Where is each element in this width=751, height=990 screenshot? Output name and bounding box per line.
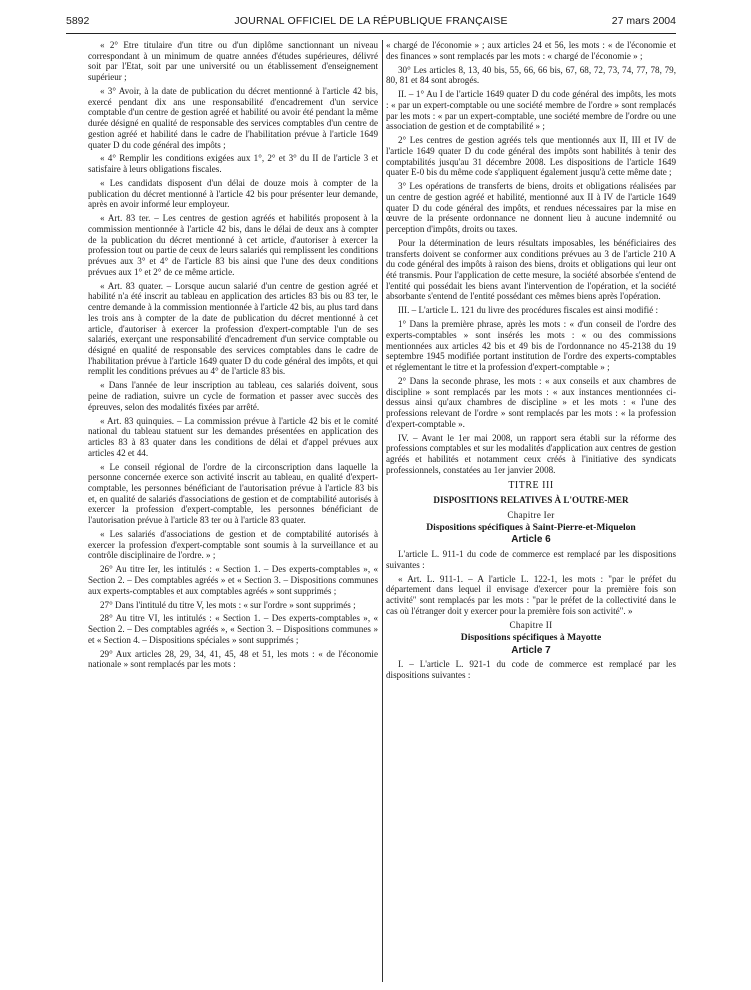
paragraph: 29° Aux articles 28, 29, 34, 41, 45, 48 et 51, les mots : « de l'économie nationale » sont remplacés par les mots : (88, 648, 378, 670)
paragraph: II. – 1° Au I de l'article 1649 quater D du code général des impôts, les mots : « par un expert-comptable ou une société membre de l'ordre » sont remplacés par les mots : « par un expert-comptable, une société membre de l'ordre ou une association de gestion et de comptabilité » ; (386, 89, 676, 132)
paragraph: IV. – Avant le 1er mai 2008, un rapport sera établi sur la réforme des professions comptables et sur les modalités d'application aux centres de gestion agréés et habilités et notamment ceux créés à l'initiative des syndicats professionnels, constatées au 1er janvier 2008. (386, 432, 676, 475)
paragraph: « chargé de l'économie » ; aux articles 24 et 56, les mots : « de l'économie et des finances » sont remplacés par les mots : « chargé de l'économie » ; (386, 40, 676, 61)
page-header (66, 15, 676, 31)
paragraph: Pour la détermination de leurs résultats imposables, les bénéficiaires des transferts doivent se conformer aux conditions prévues au 3 de l'article 210 A du code général des impôts à raison des biens, droits et obligations qui leur ont été transmis. Pour l'application de cette mesure, la société absorbée s'entend de l'entité qui possédait les biens avant l'intervention de l'opération, et la société absorbante s'entend de l'entité possédant ces mêmes biens après l'opération. (386, 237, 676, 302)
paragraph: « Dans l'année de leur inscription au tableau, ces salariés doivent, sous peine de radiation, suivre un cycle de formation et passer avec succès des épreuves, selon des modalités fixées par arrêté. (88, 380, 378, 412)
paragraph: « Art. 83 quater. – Lorsque aucun salarié d'un centre de gestion agréé et habilité n'a été inscrit au tableau en application des articles 83 bis ou 83 ter, le centre demande à la commission mentionnée à l'article 42 bis, au plus tard dans les trois ans à compter de la date de publication du décret mentionné à cet article, d'autoriser à exercer la profession d'expert-comptable l'un de ses salariés, exerçant une responsabilité d'encadrement d'un service comptable ou désigné en qualité de responsable des services comptables dans le cadre de l'habilitation prévue à l'article 1649 quater D du code général des impôts, et qui remplit les conditions prévues au 4° de l'article 83 bis. (88, 280, 378, 377)
paragraph: 2° Dans la seconde phrase, les mots : « aux conseils et aux chambres de discipline » sont remplacés par les mots : « aux instances mentionnées ci-dessus ainsi qu'aux chambres de discipline » et les mots : « l'une des professions relevant de l'ordre » sont remplacés par les mots : « la profession d'expert-comptable ». (386, 375, 676, 429)
column-separator (382, 40, 383, 982)
paragraph: « Les salariés d'associations de gestion et de comptabilité autorisés à exercer la profession d'expert-comptable sont soumis à la surveillance et au contrôle disciplinaire de l'ordre. » ; (88, 528, 378, 561)
paragraph: I. – L'article L. 921-1 du code de commerce est remplacé par les dispositions suivantes : (386, 659, 676, 681)
chapter-title: Dispositions spécifiques à Mayotte (460, 632, 602, 644)
paragraph: « 3° Avoir, à la date de publication du décret mentionné à l'article 42 bis, exercé pendant dix ans une responsabilité d'encadrement d'un service comptable d'un centre de gestion agréé et habilité ou avoir été pendant la même durée désigné en qualité de responsable des services comptables d'un centre de gestion agréé et habilité dans le cadre de l'habilitation prévue à l'article 1649 quater D du code général des impôts ; (88, 86, 378, 150)
paragraph: 26° Au titre Ier, les intitulés : « Section 1. – Des experts-comptables », « Section 2. – Des comptables agréés » et « Section 3. – Dispositions communes aux experts-comptables et aux comptables agréés » sont supprimés ; (88, 564, 378, 596)
chapter-title: Dispositions spécifiques à Saint-Pierre-et-Miquelon (426, 521, 636, 533)
paragraph: 2° Les centres de gestion agréés tels que mentionnés aux II, III et IV de l'article 1649 quater D du code général des impôts sont habilités à tenir des comptabilités jusqu'au 31 décembre 2008. Les dispositions de l'article 1649 quater E-0 bis du même code s'appliquent également jusqu'à cette même date ; (386, 135, 676, 178)
left-column (88, 40, 378, 982)
paragraph: « Art. 83 quinquies. – La commission prévue à l'article 42 bis et le comité national du tableau statuent sur les demandes présentées en application des articles 83 à 83 quater dans les conditions de délai et d'appel prévues aux articles 42 et 44. (88, 415, 378, 458)
page-number: 5892 (66, 15, 90, 27)
paragraph: 28° Au titre VI, les intitulés : « Section 1. – Des experts-comptables », « Section 2. – Des comptables agréés », « Section 3. – Dispositions communes » et « Section 4. – Dispositions spéciales » sont supprimés ; (88, 613, 378, 645)
paragraph: « Art. L. 911-1. – A l'article L. 122-1, les mots : "par le préfet du département dans lequel il envisage d'exercer pour la première fois son activité" sont remplacés par les mots : "par le préfet de la collectivité dans le cas où l'étranger doit y exercer pour la première fois son activité". » (386, 573, 676, 616)
paragraph: 3° Les opérations de transferts de biens, droits et obligations réalisées par un centre de gestion agréé et habilité, mentionné aux II à IV de l'article 1649 quater D du code général des impôts, et rendues nécessaires par la mise en œuvre de la présente ordonnance ne donnent lieu à aucune indemnité ou perception d'impôts, droits ou taxes. (386, 181, 676, 234)
paragraph: « Les candidats disposent d'un délai de douze mois à compter de la publication du décret mentionné à l'article 42 bis pour présenter leur demande, après en avoir informé leur employeur. (88, 178, 378, 210)
publication-date: 27 mars 2004 (611, 15, 676, 27)
paragraph: « Art. 83 ter. – Les centres de gestion agréés et habilités proposent à la commission mentionnée à l'article 42 bis, dans le délai de deux ans à compter de la publication du décret mentionné à cet article, d'autoriser à exercer la profession tout ou partie de ceux de leurs salariés qui remplissent les conditions prévues aux 3° et 4° de l'article 83 bis ainsi que l'une des deux conditions prévues aux 1° et 2° de ce même article. (88, 213, 378, 277)
chapter-heading: Chapitre Ier (507, 509, 555, 520)
paragraph: III. – L'article L. 121 du livre des procédures fiscales est ainsi modifié : (398, 305, 658, 316)
journal-title: JOURNAL OFFICIEL DE LA RÉPUBLIQUE FRANÇAISE (234, 15, 508, 27)
paragraph: « 2° Etre titulaire d'un titre ou d'un diplôme sanctionnant un niveau correspondant à un minimum de quatre années d'études supérieures, délivré soit par l'Etat, soit par une université ou un établissement d'enseignement supérieur ; (88, 40, 378, 83)
right-column (386, 40, 676, 982)
paragraph: L'article L. 911-1 du code de commerce est remplacé par les dispositions suivantes : (386, 548, 676, 570)
chapter-heading: Chapitre II (509, 620, 553, 631)
paragraph: 1° Dans la première phrase, après les mots : « d'un conseil de l'ordre des experts-comptables » sont insérés les mots : « ou des commissions mentionnées aux articles 42 bis et 49 bis de l'ordonnance no 45-2138 du 19 septembre 1945 modifiée portant institution de l'ordre des experts-comptables et réglementant le titre et la profession d'expert-comptable » ; (386, 319, 676, 372)
paragraph: « 4° Remplir les conditions exigées aux 1°, 2° et 3° du II de l'article 3 et satisfaire à leurs obligations fiscales. (88, 153, 378, 175)
title-heading: TITRE III (508, 480, 554, 492)
article-heading: Article 7 (511, 644, 551, 656)
header-rule (66, 33, 676, 34)
article-heading: Article 6 (511, 534, 551, 546)
paragraph: 30° Les articles 8, 13, 40 bis, 55, 66, 66 bis, 67, 68, 72, 73, 74, 77, 78, 79, 80, 81 et 84 sont abrogés. (386, 64, 676, 86)
paragraph: 27° Dans l'intitulé du titre V, les mots : « sur l'ordre » sont supprimés ; (100, 599, 356, 610)
title-subheading: DISPOSITIONS RELATIVES À L'OUTRE-MER (433, 495, 629, 506)
paragraph: « Le conseil régional de l'ordre de la circonscription dans laquelle la personne concernée exerce son activité inscrit au tableau, en qualité d'expert-comptable, les personnes bénéficiant de l'autorisation prévue à l'article 83 bis et, en qualité de salariés d'associations de gestion et de comptabilité autorisés à exercer la profession d'expert-comptable, les personnes bénéficiant de l'autorisation prévue à l'article 83 ter ou à l'article 83 quater. (88, 461, 378, 526)
